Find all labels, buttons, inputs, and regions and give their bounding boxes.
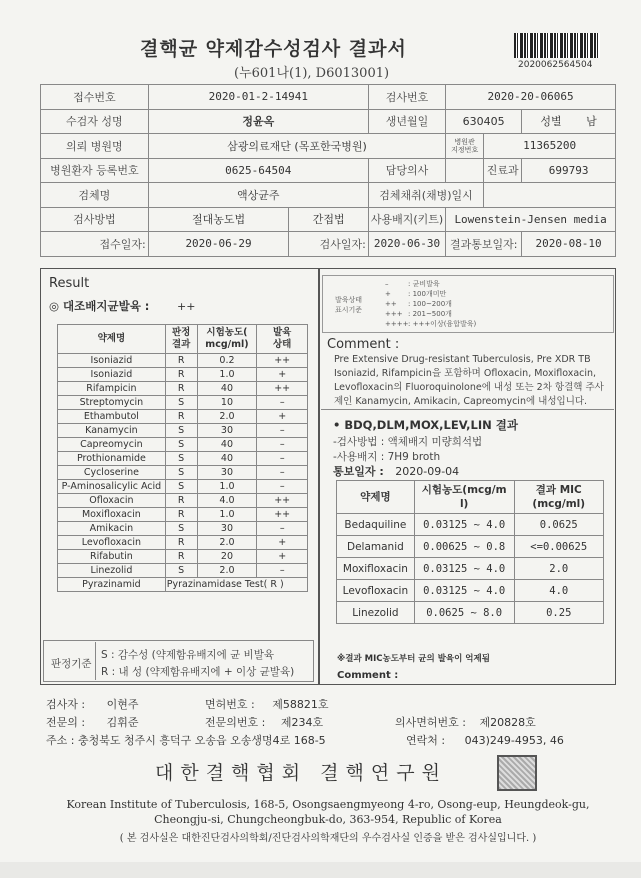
- drug-cell-conc: 30: [197, 522, 257, 536]
- mic-cell-range: 0.03125 ~ 4.0: [414, 580, 514, 602]
- doctor-license: 제20828호: [479, 716, 536, 729]
- drug-cell-conc: 2.0: [197, 564, 257, 578]
- drug-cell-result: R: [165, 550, 197, 564]
- divider: [321, 409, 614, 410]
- specialist-no-label: 전문의번호 :: [205, 716, 266, 729]
- bdq-heading: • BDQ,DLM,MOX,LEV,LIN 결과: [333, 418, 518, 432]
- specialist-no: 제234호: [280, 716, 324, 729]
- license-line: [205, 696, 328, 712]
- specimen-label: 검체명: [41, 183, 149, 208]
- drug-cell-drug: Capreomycin: [58, 438, 166, 452]
- specimen-value: 액상균주: [148, 183, 368, 208]
- drug-cell-growth: ++: [257, 382, 308, 396]
- pza-drug: Pyrazinamid: [58, 578, 166, 592]
- drug-cell-result: S: [165, 452, 197, 466]
- drug-cell-growth: –: [257, 438, 308, 452]
- sex-label: 성별: [540, 115, 562, 129]
- table-row: [58, 396, 308, 410]
- address-value: 충청북도 청주시 흥덕구 오송읍 오송생명4로 168-5: [77, 734, 326, 747]
- judge-r: R : 내 성 (약제함유배지에 + 이상 균발육): [101, 666, 295, 678]
- drug-cell-result: S: [165, 522, 197, 536]
- examiner-label: 검사자 :: [46, 698, 86, 711]
- table-row: [58, 508, 308, 522]
- doctor-name: [446, 158, 484, 183]
- table-row: [41, 232, 616, 257]
- bdq-media: -사용배지 : 7H9 broth: [333, 451, 441, 463]
- legend-text: : 100개미만: [408, 290, 447, 298]
- table-row: [337, 558, 604, 580]
- mic-cell-drug: Moxifloxacin: [337, 558, 415, 580]
- patient-reg-no: 0625-64504: [148, 158, 368, 183]
- specialist-label: 전문의 :: [46, 716, 86, 729]
- institute-name: 대한결핵협회 결핵연구원: [155, 762, 447, 784]
- hospital-code-label: 병원관 지정번호: [446, 134, 484, 159]
- drug-cell-growth: –: [257, 424, 308, 438]
- col-result: 판정 결과: [165, 325, 197, 354]
- phone-label: 연락처 :: [406, 734, 446, 747]
- drug-cell-conc: 30: [197, 424, 257, 438]
- drug-cell-result: R: [165, 494, 197, 508]
- drug-cell-drug: Amikacin: [58, 522, 166, 536]
- legend-symbol: –: [385, 280, 389, 288]
- control-growth-label: ◎ 대조배지균발육 :: [49, 299, 150, 313]
- drug-cell-result: S: [165, 396, 197, 410]
- drug-cell-conc: 2.0: [197, 410, 257, 424]
- drug-cell-drug: Ethambutol: [58, 410, 166, 424]
- doctor-license-line: [395, 714, 536, 730]
- document-subtitle: (누601나(1), D6013001): [234, 66, 390, 81]
- drug-cell-conc: 30: [197, 466, 257, 480]
- address-line: [46, 732, 326, 748]
- drug-cell-conc: 40: [197, 382, 257, 396]
- drug-cell-growth: +: [257, 410, 308, 424]
- col-range: 시험농도(mcg/m l): [414, 481, 514, 514]
- drug-cell-result: S: [165, 438, 197, 452]
- dept-label: 진료과: [484, 158, 522, 183]
- mic-cell-drug: Levofloxacin: [337, 580, 415, 602]
- mic-cell-range: 0.00625 ~ 0.8: [414, 536, 514, 558]
- susceptibility-table: [57, 324, 308, 592]
- media-value: Lowenstein-Jensen media: [446, 207, 616, 232]
- drug-cell-growth: –: [257, 564, 308, 578]
- mic-cell-range: 0.03125 ~ 4.0: [414, 514, 514, 536]
- table-row: [58, 368, 308, 382]
- examiner-name: 이현주: [106, 698, 139, 711]
- bottom-bar: [0, 862, 641, 878]
- drug-cell-result: S: [165, 424, 197, 438]
- mic-cell-mic: 0.25: [514, 602, 603, 624]
- mic-cell-mic: <=0.00625: [514, 536, 603, 558]
- col-drug: 약제명: [337, 481, 415, 514]
- exam-no-label: 검사번호: [368, 85, 445, 110]
- col-drug: 약제명: [58, 325, 166, 354]
- certification-note: ( 본 검사실은 대한진단검사의학회/진단검사의학재단의 우수검사실 인증을 받은 검사실입니다. ): [119, 833, 537, 844]
- table-row: [58, 410, 308, 424]
- col-growth: 발육 상태: [257, 325, 308, 354]
- specialist-name: 김휘준: [106, 716, 139, 729]
- mic-cell-mic: 4.0: [514, 580, 603, 602]
- table-row: [58, 466, 308, 480]
- drug-cell-conc: 1.0: [197, 508, 257, 522]
- drug-cell-drug: Levofloxacin: [58, 536, 166, 550]
- drug-cell-result: R: [165, 410, 197, 424]
- test-date-label: 검사일자:: [289, 232, 368, 257]
- drug-cell-drug: Rifampicin: [58, 382, 166, 396]
- official-seal-icon: [497, 755, 537, 791]
- legend-text: : 100~200개: [408, 300, 452, 308]
- table-row: [58, 452, 308, 466]
- bdq-method: -검사방법 : 액체배지 미량희석법: [333, 436, 483, 448]
- table-header-row: [58, 325, 308, 354]
- table-row: [58, 578, 308, 592]
- drug-cell-conc: 2.0: [197, 536, 257, 550]
- legend-symbols: [385, 279, 408, 329]
- patient-info-table: [40, 84, 616, 257]
- address-label: 주소 :: [46, 734, 75, 747]
- phone-value: 043)249-4953, 46: [464, 734, 564, 747]
- drug-cell-drug: Kanamycin: [58, 424, 166, 438]
- recv-date: 2020-06-29: [148, 232, 289, 257]
- drug-cell-growth: –: [257, 466, 308, 480]
- collect-date: [484, 183, 616, 208]
- drug-cell-growth: ++: [257, 508, 308, 522]
- bdq-report-date: 2020-09-04: [395, 465, 460, 478]
- hospital-label: 의뢰 병원명: [41, 134, 149, 159]
- drug-cell-growth: +: [257, 550, 308, 564]
- drug-cell-growth: –: [257, 480, 308, 494]
- table-row: [58, 564, 308, 578]
- table-row: [337, 580, 604, 602]
- drug-cell-drug: Streptomycin: [58, 396, 166, 410]
- drug-cell-result: R: [165, 354, 197, 368]
- receipt-no-label: 접수번호: [41, 85, 149, 110]
- drug-cell-drug: Cycloserine: [58, 466, 166, 480]
- drug-cell-drug: P-Aminosalicylic Acid: [58, 480, 166, 494]
- drug-cell-growth: ++: [257, 494, 308, 508]
- drug-cell-drug: Isoniazid: [58, 368, 166, 382]
- control-growth-value: ++: [177, 300, 196, 313]
- bdq-report-label: 통보일자 :: [333, 465, 384, 478]
- patient-name-label: 수검자 성명: [41, 109, 149, 134]
- drug-cell-conc: 40: [197, 452, 257, 466]
- drug-cell-growth: ++: [257, 354, 308, 368]
- result-heading: Result: [49, 276, 90, 291]
- table-row: [337, 602, 604, 624]
- sex-value: 남: [586, 115, 597, 129]
- examiner-line: [46, 696, 138, 712]
- document-title: 결핵균 약제감수성검사 결과서: [140, 38, 407, 60]
- drug-cell-conc: 4.0: [197, 494, 257, 508]
- table-row: [58, 480, 308, 494]
- drug-cell-growth: –: [257, 452, 308, 466]
- birth-label: 생년월일: [368, 109, 445, 134]
- patient-name: 정윤옥: [148, 109, 368, 134]
- table-row: [58, 424, 308, 438]
- barcode-icon: [514, 33, 600, 58]
- legend-symbol: ++++: [385, 320, 409, 328]
- table-row: [58, 382, 308, 396]
- drug-cell-drug: Prothionamide: [58, 452, 166, 466]
- drug-cell-conc: 10: [197, 396, 257, 410]
- table-row: [337, 536, 604, 558]
- col-conc: 시험농도( mcg/ml): [197, 325, 257, 354]
- birth-date: 630405: [446, 109, 522, 134]
- media-label: 사용배지(키트): [368, 207, 445, 232]
- drug-cell-growth: –: [257, 396, 308, 410]
- drug-cell-growth: +: [257, 368, 308, 382]
- drug-cell-drug: Ofloxacin: [58, 494, 166, 508]
- test-date: 2020-06-30: [368, 232, 445, 257]
- comment-text: Pre Extensive Drug-resistant Tuberculosis, Pre XDR TB Isoniazid, Rifampicin을 포함하며 Ofloxacin, Moxifloxacin, Levofloxacin의 Fluoroquinolone에 내성 또는 2차 항결핵 주사제인 Kanamycin, Amikacin, Capreomycin에 내성입니다.: [334, 354, 604, 407]
- dept-value: 699793: [522, 158, 616, 183]
- drug-cell-growth: +: [257, 536, 308, 550]
- legend-symbol: +: [385, 290, 391, 298]
- legend-texts: [408, 279, 476, 329]
- table-row: [41, 207, 616, 232]
- drug-cell-conc: 1.0: [197, 368, 257, 382]
- legend-text: : +++이상(융합발육): [408, 320, 477, 328]
- legend-symbol: ++: [385, 300, 397, 308]
- drug-cell-result: R: [165, 508, 197, 522]
- mic-cell-range: 0.0625 ~ 8.0: [414, 602, 514, 624]
- mic-cell-drug: Linezolid: [337, 602, 415, 624]
- judge-label: 판정기준: [51, 658, 92, 670]
- drug-cell-drug: Linezolid: [58, 564, 166, 578]
- license-no: 제58821호: [272, 698, 329, 711]
- table-row: [58, 354, 308, 368]
- drug-cell-result: R: [165, 382, 197, 396]
- method-value: 절대농도법: [148, 207, 289, 232]
- drug-cell-drug: Rifabutin: [58, 550, 166, 564]
- col-mic: 결과 MIC (mcg/ml): [514, 481, 603, 514]
- drug-cell-growth: –: [257, 522, 308, 536]
- receipt-no: 2020-01-2-14941: [148, 85, 368, 110]
- table-row: [58, 494, 308, 508]
- drug-cell-conc: 0.2: [197, 354, 257, 368]
- method-label: 검사방법: [41, 207, 149, 232]
- report-date-label: 결과통보일자:: [446, 232, 522, 257]
- table-row: [337, 514, 604, 536]
- phone-line: [406, 732, 564, 748]
- mic-cell-mic: 0.0625: [514, 514, 603, 536]
- drug-cell-conc: 1.0: [197, 480, 257, 494]
- table-row: [41, 183, 616, 208]
- drug-cell-conc: 40: [197, 438, 257, 452]
- license-label: 면허번호 :: [205, 698, 255, 711]
- table-row: [58, 438, 308, 452]
- recv-date-label: 접수일자:: [41, 232, 149, 257]
- institute-address-en-2: Cheongju-si, Chungcheongbuk-do, 363-954, Republic of Korea: [154, 813, 502, 826]
- drug-cell-drug: Isoniazid: [58, 354, 166, 368]
- hospital-name: 삼광의료재단 (목포한국병원): [148, 134, 445, 159]
- table-row: [41, 158, 616, 183]
- mic-note: ※결과 MIC농도부터 균의 발육이 억제됨: [337, 654, 490, 664]
- bdq-report: [333, 463, 459, 479]
- judge-divider: [95, 642, 96, 680]
- barcode-number: 2020062564504: [518, 60, 593, 70]
- specialist-line: [46, 714, 138, 730]
- table-row: [58, 550, 308, 564]
- drug-cell-result: S: [165, 480, 197, 494]
- mic-cell-range: 0.03125 ~ 4.0: [414, 558, 514, 580]
- legend-text: : 균비발육: [408, 280, 440, 288]
- table-header-row: [337, 481, 604, 514]
- method2-value: 간접법: [289, 207, 368, 232]
- collect-date-label: 검체채취(채병)일시: [368, 183, 483, 208]
- institute-address-en-1: Korean Institute of Tuberculosis, 168-5, Osongsaengmyeong 4-ro, Osong-eup, Heungdeok-gu,: [66, 798, 590, 811]
- hospital-code: 11365200: [484, 134, 616, 159]
- drug-cell-result: R: [165, 368, 197, 382]
- drug-cell-result: R: [165, 536, 197, 550]
- table-row: [58, 536, 308, 550]
- judge-s: S : 감수성 (약제함유배지에 균 비발육: [101, 649, 274, 661]
- drug-cell-drug: Moxifloxacin: [58, 508, 166, 522]
- pza-result: Pyrazinamidase Test( R ): [165, 578, 307, 592]
- table-row: [58, 522, 308, 536]
- patient-reg-label: 병원환자 등록번호: [41, 158, 149, 183]
- mic-cell-mic: 2.0: [514, 558, 603, 580]
- comment-heading: Comment :: [327, 337, 400, 352]
- drug-cell-result: S: [165, 564, 197, 578]
- exam-no: 2020-20-06065: [446, 85, 616, 110]
- legend-text: : 201~500개: [408, 310, 452, 318]
- legend-label: 발육상태 표시기준: [335, 296, 363, 314]
- specialist-no-line: [205, 714, 323, 730]
- doctor-license-label: 의사면허번호 :: [395, 716, 466, 729]
- mic-cell-drug: Delamanid: [337, 536, 415, 558]
- mic-cell-drug: Bedaquiline: [337, 514, 415, 536]
- table-row: [41, 134, 616, 159]
- legend-symbol: +++: [385, 310, 403, 318]
- doctor-label: 담당의사: [368, 158, 445, 183]
- table-row: [41, 85, 616, 110]
- report-date: 2020-08-10: [522, 232, 616, 257]
- drug-cell-result: S: [165, 466, 197, 480]
- mic-table: [336, 480, 604, 624]
- drug-cell-conc: 20: [197, 550, 257, 564]
- bdq-comment-label: Comment :: [337, 670, 399, 681]
- table-row: [41, 109, 616, 134]
